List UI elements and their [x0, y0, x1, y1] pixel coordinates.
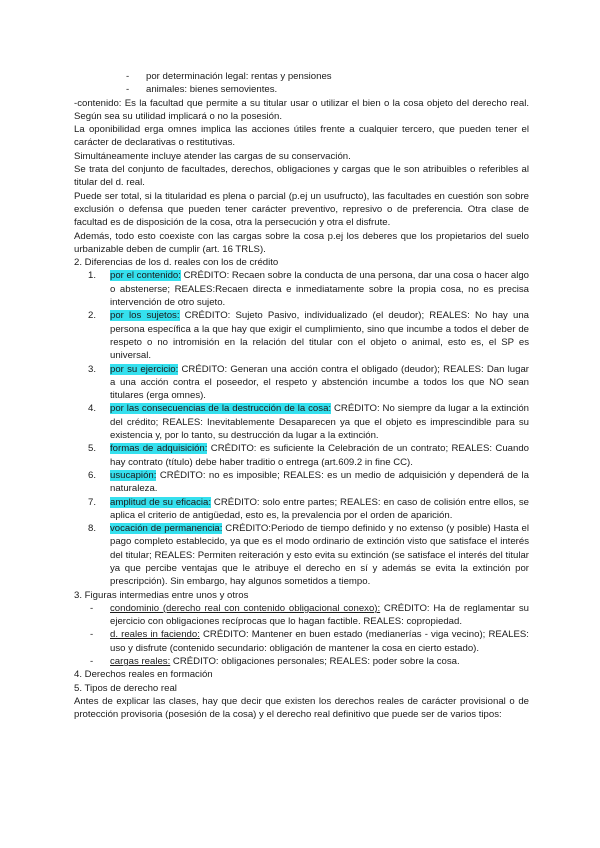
- list-item: [74, 522, 529, 588]
- list-item: [74, 442, 529, 469]
- paragraph-cargas: Simultáneamente incluye atender las cargas de su conservación.: [74, 150, 351, 162]
- item-text: CRÉDITO: Mantener en buen estado (medianerías - viga vecino); REALES: uso y disfrute (contenido secundario: obligación de mantener la cosa en cierto estado).: [110, 629, 529, 654]
- list-item: [74, 655, 529, 668]
- list-item-text: por determinación legal: rentas y pensiones: [146, 71, 332, 82]
- item-text: CRÉDITO: Ha de reglamentar su ejercicio con obligaciones recíprocas que lo hagan factible. REALES: copropiedad.: [110, 602, 529, 628]
- underlined-label: d. reales in faciendo:: [110, 629, 200, 641]
- item-text: CRÉDITO: Recaen sobre la conducta de una persona, dar una cosa o hacer algo o abstenerse; REALES:Recaen directa e inmediatamente sobre la propia cosa, no es precisa intervención de otro sujeto.: [110, 270, 530, 309]
- list-item-text: animales: bienes semovientes.: [146, 84, 278, 96]
- list-item: [74, 402, 529, 442]
- highlighted-label: por las consecuencias de la destrucción de la cosa:: [110, 403, 332, 415]
- item-number: 4.: [88, 403, 97, 415]
- highlighted-label: por su ejercicio:: [110, 363, 179, 375]
- highlighted-label: por el contenido:: [110, 270, 181, 282]
- paragraph-conjunto: Se trata del conjunto de facultades, derechos, obligaciones y cargas que le son atribuibles o referibles al titular del d. real.: [74, 164, 529, 189]
- section-heading: 4. Derechos reales en formación: [74, 669, 213, 681]
- section-heading: 3. Figuras intermedias entre unos y otros: [74, 589, 249, 601]
- item-number: 6.: [88, 469, 97, 481]
- list-item: [74, 602, 529, 629]
- list-item: [74, 496, 529, 523]
- highlighted-label: por los sujetos:: [110, 310, 180, 322]
- item-text: CRÉDITO: solo entre partes; REALES: en caso de colisión entre ellos, se aplica el criterio de antigüedad, esto es, la prevalencia por el orden de aparición.: [110, 496, 529, 521]
- item-text: CRÉDITO:Periodo de tiempo definido y no extenso (y posible) Hasta el pago completo establecido, ya que es el modo ordinario de extinción visto que satisface el interés del titular; REALES: Permiten reiteración y esto evita su extinción (se satisface el interés del titular ya que percibe ventajas que le atribuye el derecho en sí y además se evita la extinción por prescripción). Sin embargo, hay algunos sometidos a tiempo.: [110, 523, 530, 588]
- highlighted-label: formas de adquisición:: [110, 443, 208, 455]
- intermediate-figures-list: [74, 602, 529, 668]
- dash-bullet: -: [126, 84, 130, 96]
- item-text: CRÉDITO: es suficiente la Celebración de un contrato; REALES: Cuando hay contrato (título) debe haber traditio o entrega (art.609.2 in fine CC).: [110, 443, 529, 468]
- dash-bullet: -: [90, 656, 94, 668]
- paragraph-contenido: -contenido: Es la facultad que permite a su titular usar o utilizar el bien o la cosa objeto del derecho real. Según sea su utilidad implicará o no la posesión.: [74, 97, 529, 122]
- section-heading: 2. Diferencias de los d. reales con los de crédito: [74, 257, 279, 269]
- item-text: CRÉDITO: Generan una acción contra el obligado (deudor); REALES: Dan lugar a una acción contra el poseedor, el respeto y abstención incumbe a todos los que NO sean titulares (erga omnes).: [110, 363, 529, 402]
- highlighted-label: vocación de permanencia:: [110, 523, 223, 535]
- item-number: 1.: [88, 270, 97, 282]
- dash-bullet: -: [126, 71, 130, 82]
- list-item: [74, 363, 529, 403]
- item-number: 7.: [88, 496, 97, 508]
- list-item: [74, 309, 529, 362]
- differences-list: [74, 269, 529, 588]
- item-text: CRÉDITO: No siempre da lugar a la extinción del crédito; REALES: Inevitablemente Desaparecen ya que el objeto es imprescindible para su existencia y, por lo tanto, su destrucción da lugar a la extinción.: [110, 403, 530, 442]
- document-page: [74, 70, 529, 722]
- underlined-label: cargas reales:: [110, 656, 171, 668]
- item-number: 8.: [88, 523, 97, 535]
- section-heading: 5. Tipos de derecho real: [74, 682, 177, 694]
- list-item: [74, 83, 529, 96]
- paragraph-tipos: Antes de explicar las clases, hay que decir que existen los derechos reales de carácter provisional o de protección provisoria (posesión de la cosa) y el derecho real definitivo que puede ser de varios tipos:: [74, 695, 529, 721]
- highlighted-label: usucapión:: [110, 469, 157, 481]
- list-item: [74, 70, 529, 83]
- list-item: [74, 469, 529, 496]
- item-number: 2.: [88, 310, 97, 322]
- dash-bullet: -: [90, 629, 94, 641]
- list-item: [74, 628, 529, 655]
- item-number: 5.: [88, 443, 97, 455]
- dash-bullet: -: [90, 602, 94, 614]
- highlighted-label: amplitud de su eficacia:: [110, 496, 212, 508]
- item-number: 3.: [88, 363, 97, 375]
- item-text: CRÉDITO: no es imposible; REALES: es un medio de adquisición y dependerá de la naturaleza.: [110, 469, 529, 495]
- paragraph-oponibilidad: La oponibilidad erga omnes implica las acciones útiles frente a cualquier tercero, que pueden tener el carácter de declarativas o restitutivas.: [74, 124, 529, 149]
- paragraph-titularidad: Puede ser total, si la titularidad es plena o parcial (p.ej un usufructo), las facultades en cuestión son sobre exclusión o defensa que pueden tener carácter preventivo, represivo o de preferencia. Otra clase de facultad es de disposición de la cosa, otra la persecución y otra el disfrute.: [74, 190, 529, 229]
- paragraph-ademas: Además, todo esto coexiste con las cargas sobre la cosa p.ej los deberes que los propietarios del suelo urbanizable deben de cumplir (art. 16 TRLS).: [74, 230, 529, 255]
- item-text: CRÉDITO: obligaciones personales; REALES: poder sobre la cosa.: [170, 656, 460, 668]
- list-item: [74, 269, 529, 309]
- underlined-label: condominio (derecho real con contenido obligacional conexo):: [110, 602, 381, 614]
- item-text: CRÉDITO: Sujeto Pasivo, individualizado (el deudor); REALES: No hay una persona específica a la que hay que exigir el cumplimiento, sino que incumbe a todos el deber de respeto o no intromisión en la relación del titular con el objeto o animal, esto es, el SP es universal.: [110, 310, 530, 362]
